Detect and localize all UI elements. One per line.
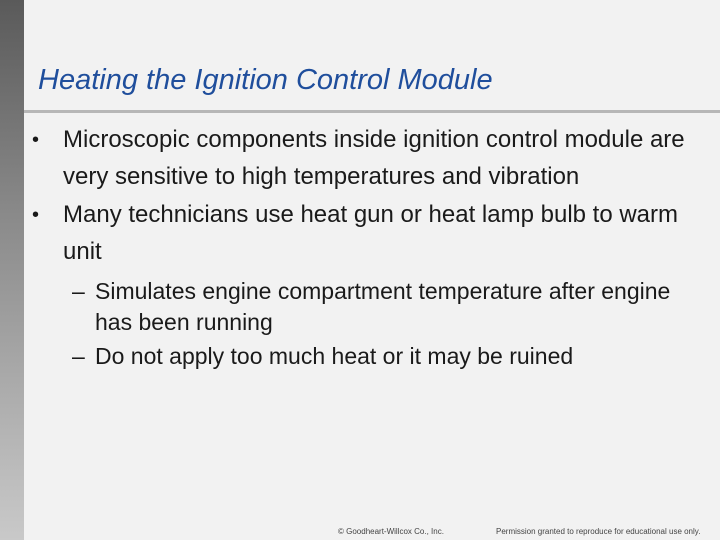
sub-bullet-text: Do not apply too much heat or it may be ruined [95,343,574,369]
sub-bullet-text: Simulates engine compartment temperature after engine has been running [95,278,671,335]
bullet-item [28,197,698,270]
bullet-marker: • [32,204,40,226]
sub-bullet-list [28,276,698,372]
sub-bullet-item [28,276,698,338]
sub-bullet-item [28,341,698,372]
bullet-text: Many technicians use heat gun or heat lamp bulb to warm unit [63,201,679,265]
footer-copyright: © Goodheart-Willcox Co., Inc. [338,527,444,536]
bullet-item [28,122,698,195]
dash-marker: – [72,343,85,369]
title-divider [24,110,720,113]
side-gradient-bar [0,0,24,540]
dash-marker: – [72,278,85,304]
bullet-text: Microscopic components inside ignition control module are very sensitive to high temperatures and vibration [63,126,685,190]
footer-permission: Permission granted to reproduce for educational use only. [496,527,701,536]
bullet-marker: • [32,129,40,151]
slide-title: Heating the Ignition Control Module [38,64,493,96]
slide-body [28,120,698,372]
